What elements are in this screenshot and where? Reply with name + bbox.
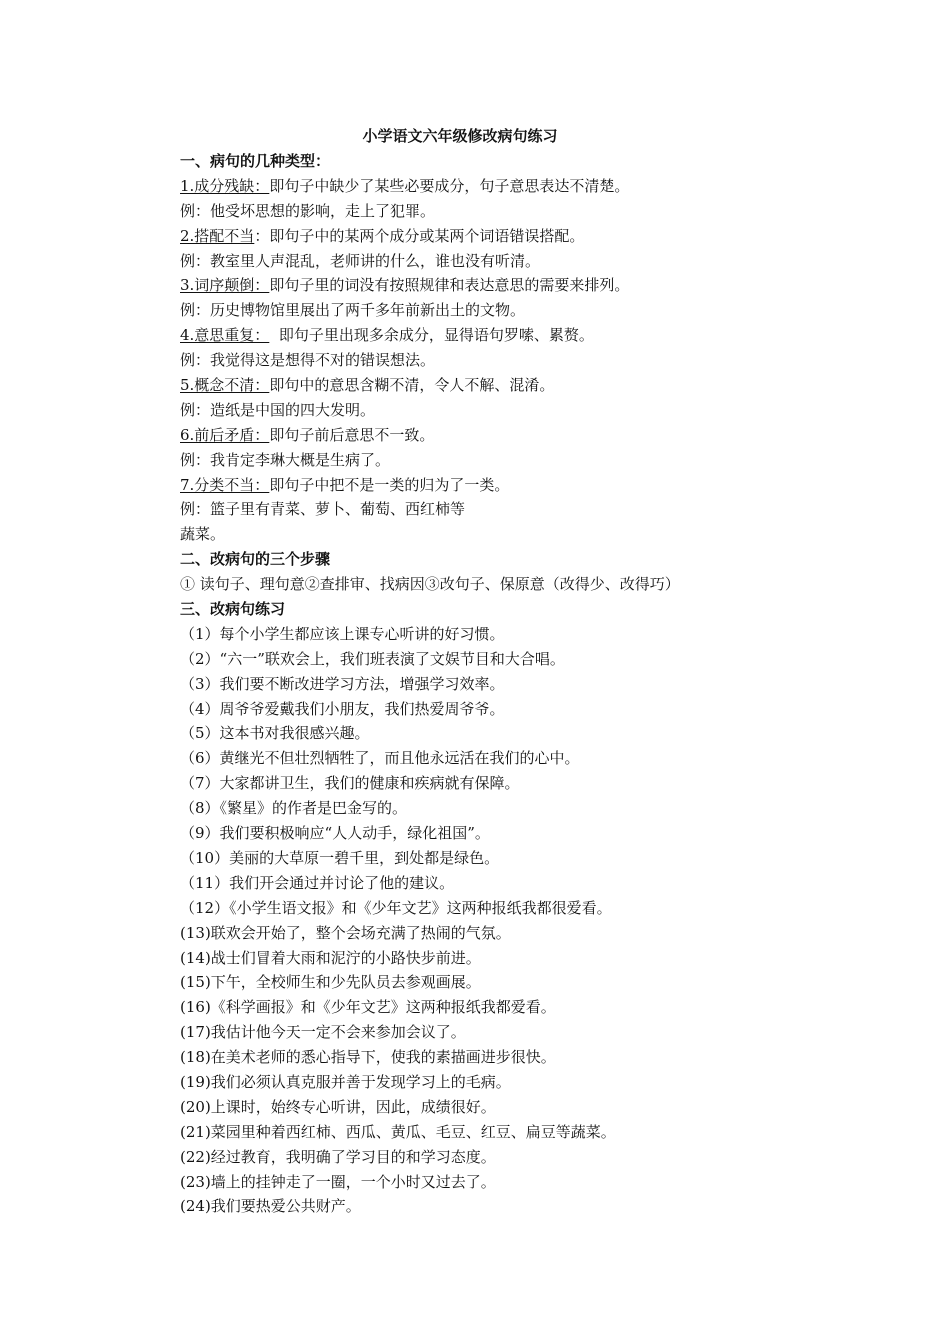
exercise-item: (16)《科学画报》和《少年文艺》这两种报纸我都爱看。 — [180, 998, 556, 1017]
exercise-item: (21)菜园里种着西红柿、西瓜、黄瓜、毛豆、红豆、扁豆等蔬菜。 — [180, 1122, 616, 1141]
exercise-item: (22)经过教育，我明确了学习目的和学习态度。 — [180, 1147, 496, 1166]
type-3-label: 3.词序颠倒： — [180, 276, 270, 295]
exercise-item: (19)我们必须认真克服并善于发现学习上的毛病。 — [180, 1072, 511, 1091]
type-7-example-cont: 蔬菜。 — [180, 525, 226, 544]
type-5-label: 5.概念不清： — [180, 376, 270, 395]
exercise-item: （10）美丽的大草原一碧千里，到处都是绿色。 — [180, 848, 500, 867]
type-2-label: 2.搭配不当 — [180, 226, 255, 245]
exercise-item: (18)在美术老师的悉心指导下，使我的素描画进步很快。 — [180, 1048, 556, 1067]
type-6-desc: 即句子前后意思不一致。 — [269, 425, 435, 444]
type-4-example: 例：我觉得这是想得不对的错误想法。 — [180, 351, 436, 370]
type-2 — [180, 224, 880, 249]
type-5 — [180, 373, 880, 398]
type-6 — [180, 423, 880, 448]
type-5-example: 例：造纸是中国的四大发明。 — [180, 400, 376, 419]
section3-heading: 三、改病句练习 — [180, 600, 286, 619]
exercise-item: (15)下午，全校师生和少先队员去参观画展。 — [180, 973, 481, 992]
exercise-item: （9）我们要积极响应“人人动手，绿化祖国”。 — [180, 824, 490, 843]
exercise-item: （3）我们要不断改进学习方法，增强学习效率。 — [180, 674, 505, 693]
exercise-item: （2）“六一”联欢会上，我们班表演了文娱节目和大合唱。 — [180, 649, 565, 668]
exercise-item: (14)战士们冒着大雨和泥泞的小路快步前进。 — [180, 948, 481, 967]
exercise-item: （12）《小学生语文报》和《少年文艺》这两种报纸我都很爱看。 — [180, 898, 612, 917]
section2-steps: ① 读句子、理句意②查排审、找病因③改句子、保原意（改得少、改得巧） — [180, 575, 680, 594]
exercise-item: （6）黄继光不但壮烈牺牲了，而且他永远活在我们的心中。 — [180, 749, 580, 768]
exercise-item: (24)我们要热爱公共财产。 — [180, 1197, 361, 1216]
exercise-item: (20)上课时，始终专心听讲，因此，成绩很好。 — [180, 1097, 496, 1116]
exercise-item: （4）周爷爷爱戴我们小朋友，我们热爱周爷爷。 — [180, 699, 505, 718]
exercise-item: (23)墙上的挂钟走了一圈，一个小时又过去了。 — [180, 1172, 496, 1191]
type-2-example: 例：教室里人声混乱，老师讲的什么，谁也没有听清。 — [180, 251, 541, 270]
type-3-desc: 即句子里的词没有按照规律和表达意思的需要来排列。 — [269, 276, 630, 295]
type-3-example: 例：历史博物馆里展出了两千多年前新出土的文物。 — [180, 301, 526, 320]
exercise-item: （7）大家都讲卫生，我们的健康和疾病就有保障。 — [180, 774, 520, 793]
type-6-example: 例：我肯定李琳大概是生病了。 — [180, 450, 391, 469]
exercise-item: （5）这本书对我很感兴趣。 — [180, 724, 370, 743]
section1-heading: 一、病句的几种类型： — [180, 152, 331, 170]
section2-heading: 二、改病句的三个步骤 — [180, 550, 331, 569]
type-4 — [180, 323, 880, 348]
type-7 — [180, 473, 880, 498]
document-title: 小学语文六年级修改病句练习 — [362, 127, 558, 145]
type-1-desc: 即句子中缺少了某些必要成分，句子意思表达不清楚。 — [269, 176, 630, 195]
type-4-label: 4.意思重复： — [180, 326, 270, 345]
type-4-desc: 即句子里出现多余成分，显得语句罗嗦、累赘。 — [269, 326, 594, 345]
exercise-item: (13)联欢会开始了，整个会场充满了热闹的气氛。 — [180, 923, 511, 942]
exercise-item: （11）我们开会通过并讨论了他的建议。 — [180, 873, 455, 892]
type-7-example: 例：篮子里有青菜、萝卜、葡萄、西红柿等 — [180, 500, 466, 519]
document-page — [180, 124, 880, 1219]
type-7-desc: 即句子中把不是一类的归为了一类。 — [269, 475, 510, 494]
type-3 — [180, 273, 880, 298]
type-1-example: 例：他受坏思想的影响，走上了犯罪。 — [180, 201, 436, 220]
type-5-desc: 即句中的意思含糊不清，令人不解、混淆。 — [269, 376, 555, 395]
type-6-label: 6.前后矛盾： — [180, 425, 270, 444]
exercise-item: （1）每个小学生都应该上课专心听讲的好习惯。 — [180, 624, 505, 643]
type-1 — [180, 174, 880, 199]
type-1-label: 1.成分残缺： — [180, 176, 270, 195]
type-2-desc: ：即句子中的某两个成分或某两个词语错误搭配。 — [254, 226, 585, 245]
type-7-label: 7.分类不当： — [180, 475, 270, 494]
exercise-item: （8）《繁星》的作者是巴金写的。 — [180, 799, 408, 818]
exercise-item: (17)我估计他今天一定不会来参加会议了。 — [180, 1023, 466, 1042]
